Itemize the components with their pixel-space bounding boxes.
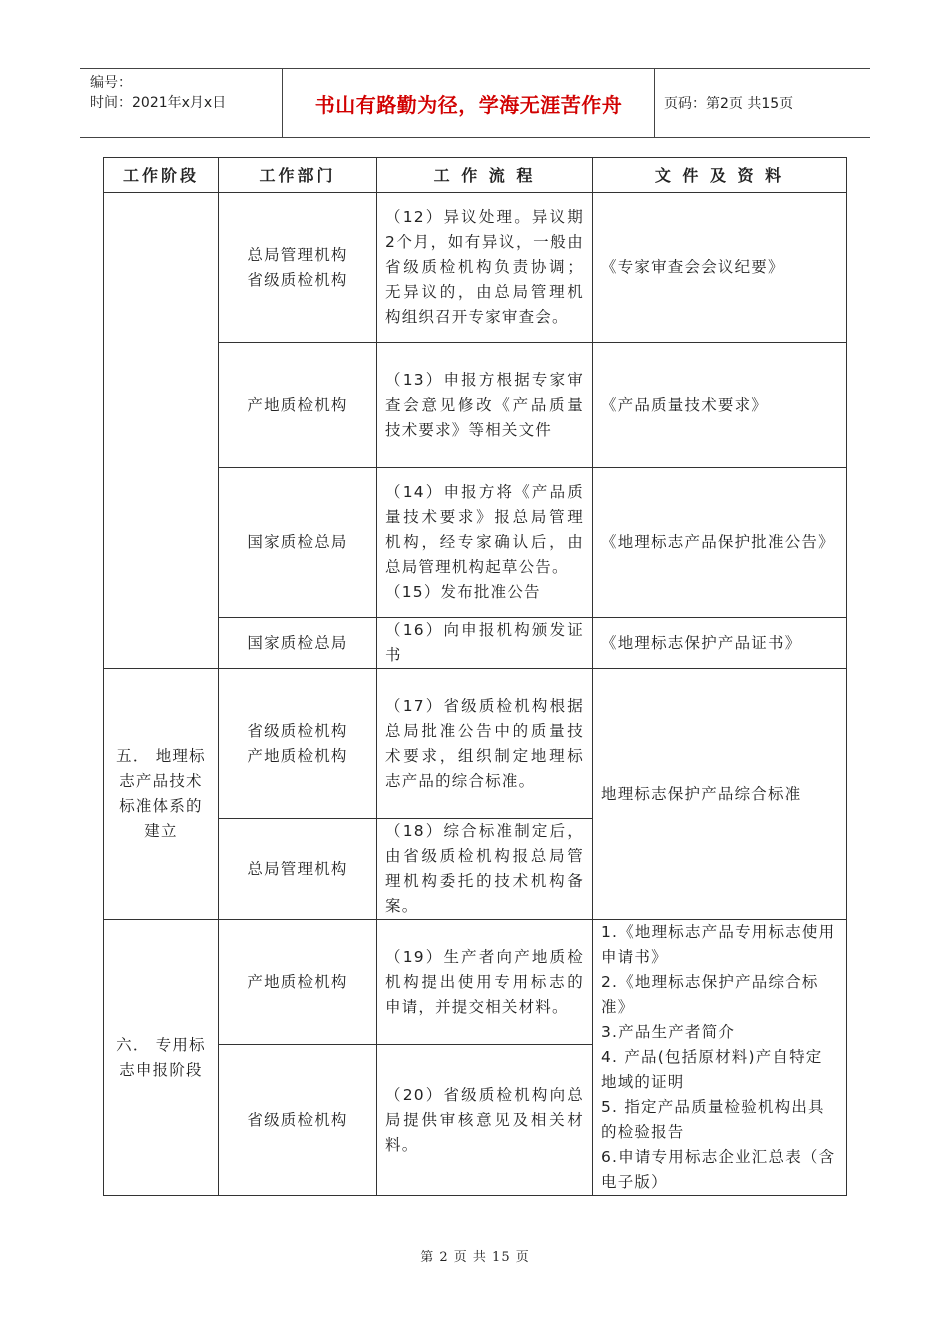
page-info: 页码：第2页 共15页	[664, 96, 794, 112]
header-flow: 工 作 流 程	[377, 158, 593, 193]
header-stage: 工作阶段	[104, 158, 219, 193]
table-row	[104, 920, 847, 1045]
date-label: 时间：2021年x月x日	[90, 95, 227, 111]
flow-cell: （12）异议处理。异议期2个月，如有异议，一般由省级质检机构负责协调；无异议的，由总局管理机构组织召开专家审查会。	[377, 193, 593, 343]
dept-cell: 产地质检机构	[219, 920, 377, 1045]
table-header-row	[104, 158, 847, 193]
header-meta	[80, 69, 283, 137]
flow-cell: （17）省级质检机构根据总局批准公告中的质量技术要求，组织制定地理标志产品的综合标准。	[377, 669, 593, 819]
files-cell: 1.《地理标志产品专用标志使用申请书》 2.《地理标志保护产品综合标准》 3.产品生产者简介 4. 产品(包括原材料)产自特定地域的证明 5. 指定产品质量检验机构出具的检验报告 6.申请专用标志企业汇总表（含电子版）	[593, 920, 847, 1196]
code-label: 编号：	[90, 75, 132, 91]
dept-cell: 总局管理机构	[219, 819, 377, 920]
page-header	[80, 68, 870, 138]
header-files: 文 件 及 资 料	[593, 158, 847, 193]
flow-cell: （20）省级质检机构向总局提供审核意见及相关材料。	[377, 1045, 593, 1196]
flow-cell: （19）生产者向产地质检机构提出使用专用标志的申请，并提交相关材料。	[377, 920, 593, 1045]
files-cell: 地理标志保护产品综合标准	[593, 669, 847, 920]
flow-cell: （16）向申报机构颁发证书	[377, 618, 593, 669]
page-footer: 第 2 页 共 15 页	[420, 1250, 530, 1265]
dept-cell: 总局管理机构 省级质检机构	[219, 193, 377, 343]
dept-cell: 国家质检总局	[219, 468, 377, 618]
files-cell: 《产品质量技术要求》	[593, 343, 847, 468]
stage-5-cell: 五． 地理标志产品技术标准体系的建立	[104, 669, 219, 920]
dept-cell: 省级质检机构 产地质检机构	[219, 669, 377, 819]
dept-cell: 省级质检机构	[219, 1045, 377, 1196]
dept-cell: 产地质检机构	[219, 343, 377, 468]
files-cell: 《专家审查会会议纪要》	[593, 193, 847, 343]
table-row	[104, 669, 847, 819]
table-row	[104, 193, 847, 343]
workflow-table	[103, 157, 847, 1196]
stage-empty	[104, 193, 219, 669]
stage-6-cell: 六． 专用标志申报阶段	[104, 920, 219, 1196]
header-dept: 工作部门	[219, 158, 377, 193]
motto: 书山有路勤为径，学海无涯苦作舟	[283, 69, 655, 137]
files-cell: 《地理标志保护产品证书》	[593, 618, 847, 669]
files-cell: 《地理标志产品保护批准公告》	[593, 468, 847, 618]
dept-cell: 国家质检总局	[219, 618, 377, 669]
flow-cell: （14）申报方将《产品质量技术要求》报总局管理机构，经专家确认后，由总局管理机构起草公告。 （15）发布批准公告	[377, 468, 593, 618]
flow-cell: （13）申报方根据专家审查会意见修改《产品质量技术要求》等相关文件	[377, 343, 593, 468]
flow-cell: （18）综合标准制定后，由省级质检机构报总局管理机构委托的技术机构备案。	[377, 819, 593, 920]
